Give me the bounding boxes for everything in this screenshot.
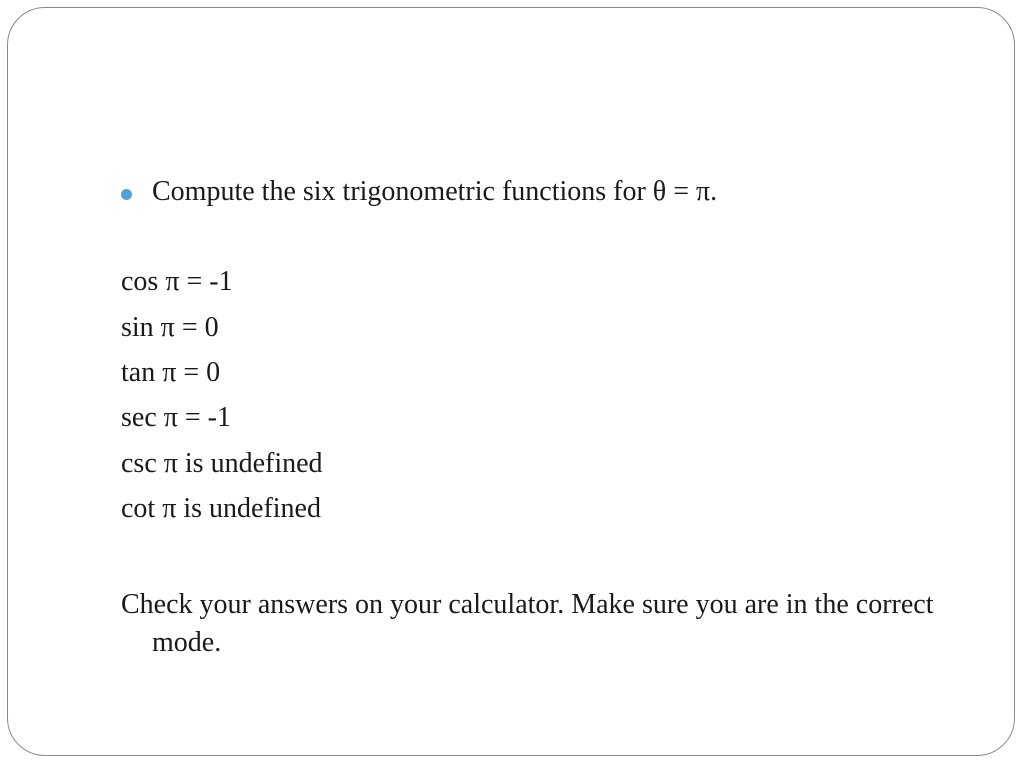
result-line-cos: cos π = -1: [121, 266, 233, 297]
slide-frame: [7, 7, 1015, 756]
result-line-tan: tan π = 0: [121, 357, 221, 388]
result-line-sin: sin π = 0: [121, 312, 219, 343]
bullet-text: Compute the six trigonometric functions for θ = π.: [152, 176, 718, 207]
result-line-csc: csc π is undefined: [121, 448, 323, 479]
calculator-note: Check your answers on your calculator. Make sure you are in the correct mode.: [121, 589, 934, 658]
result-line-sec: sec π = -1: [121, 402, 232, 433]
bullet-dot-icon: [121, 189, 132, 200]
result-line-cot: cot π is undefined: [121, 493, 321, 524]
